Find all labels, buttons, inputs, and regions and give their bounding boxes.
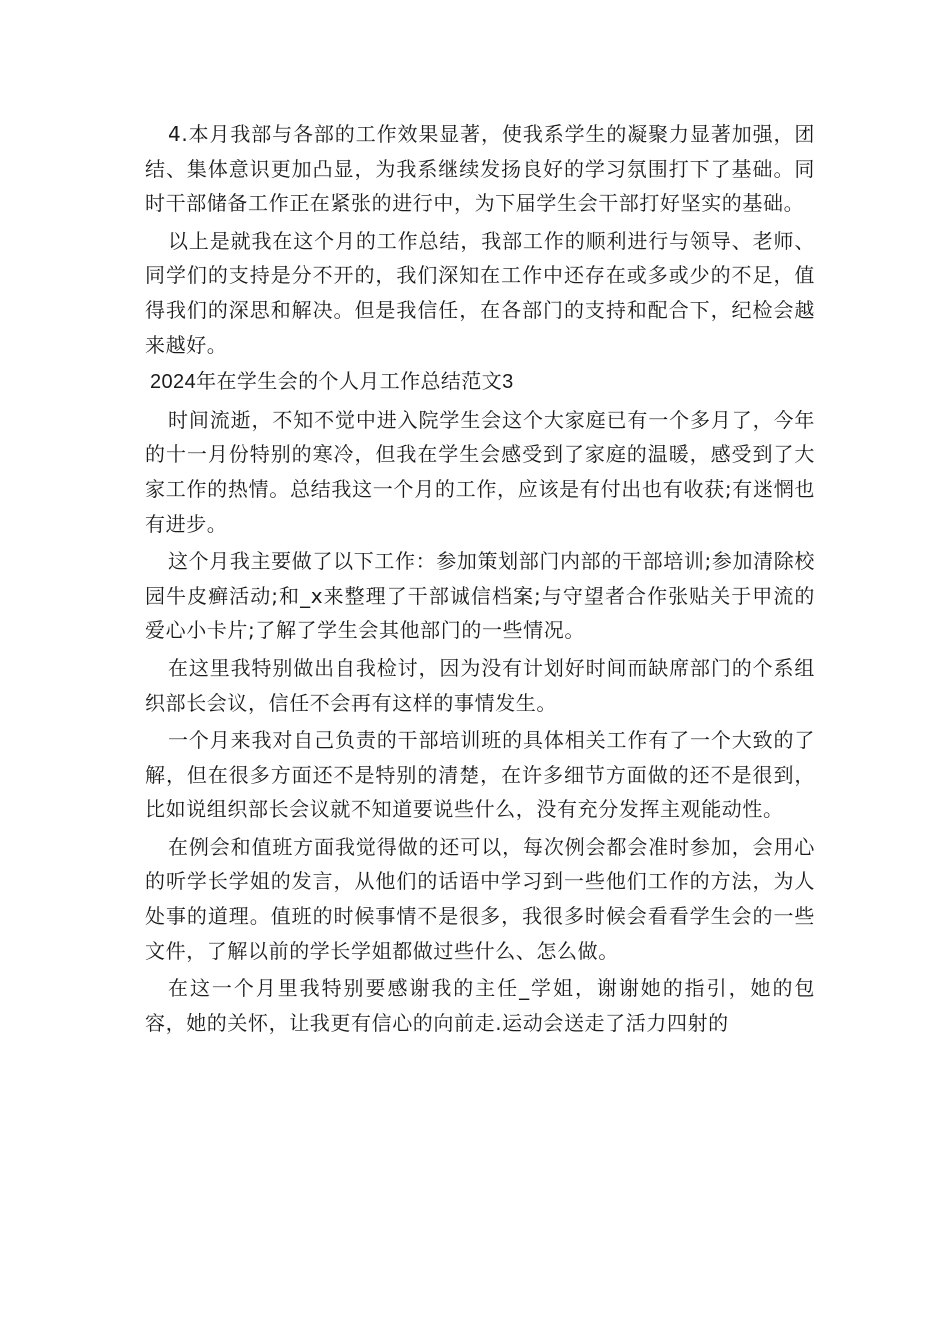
paragraph-summary-closing: 以上是就我在这个月的工作总结，我部工作的顺利进行与领导、老师、同学们的支持是分不开的，我们深知在工作中还存在或多或少的不足，值得我们的深思和解决。但是我信任，在各部门的支持和配合下，纪检会越来越好。 <box>145 228 815 357</box>
document-body <box>145 117 815 1043</box>
paragraph-work-results: 4.本月我部与各部的工作效果显著，使我系学生的凝聚力显著加强，团结、集体意识更加凸显，为我系继续发扬良好的学习氛围打下了基础。同时干部储备工作正在紧张的进行中，为下届学生会干部打好坚实的基础。 <box>145 122 815 216</box>
paragraph-thanks: 在这一个月里我特别要感谢我的主任_学姐，谢谢她的指引，她的包容，她的关怀，让我更有信心的向前走.运动会送走了活力四射的 <box>145 976 815 1035</box>
section-heading: 2024年在学生会的个人月工作总结范文3 <box>150 371 514 394</box>
paragraph-self-review: 在这里我特别做出自我检讨，因为没有计划好时间而缺席部门的个系组织部长会议，信任不会再有这样的事情发生。 <box>145 655 815 715</box>
paragraph-tasks: 这个月我主要做了以下工作：参加策划部门内部的干部培训;参加清除校园牛皮癣活动;和_x来整理了干部诚信档案;与守望者合作张贴关于甲流的爱心小卡片;了解了学生会其他部门的一些情况。 <box>145 549 815 643</box>
paragraph-meetings-duty: 在例会和值班方面我觉得做的还可以，每次例会都会准时参加，会用心的听学长学姐的发言，从他们的话语中学习到一些他们工作的方法，为人处事的道理。值班的时候事情不是很多，我很多时候会看看学生会的一些文件，了解以前的学长学姐都做过些什么、怎么做。 <box>145 834 815 963</box>
paragraph-training-work: 一个月来我对自己负责的干部培训班的具体相关工作有了一个大致的了解，但在很多方面还不是特别的清楚，在许多细节方面做的还不是很到，比如说组织部长会议就不知道要说些什么，没有充分发挥主观能动性。 <box>145 728 815 822</box>
paragraph-intro: 时间流逝，不知不觉中进入院学生会这个大家庭已有一个多月了，今年的十一月份特别的寒冷，但我在学生会感受到了家庭的温暖，感受到了大家工作的热情。总结我这一个月的工作，应该是有付出也有收获;有迷惘也有进步。 <box>145 407 815 536</box>
